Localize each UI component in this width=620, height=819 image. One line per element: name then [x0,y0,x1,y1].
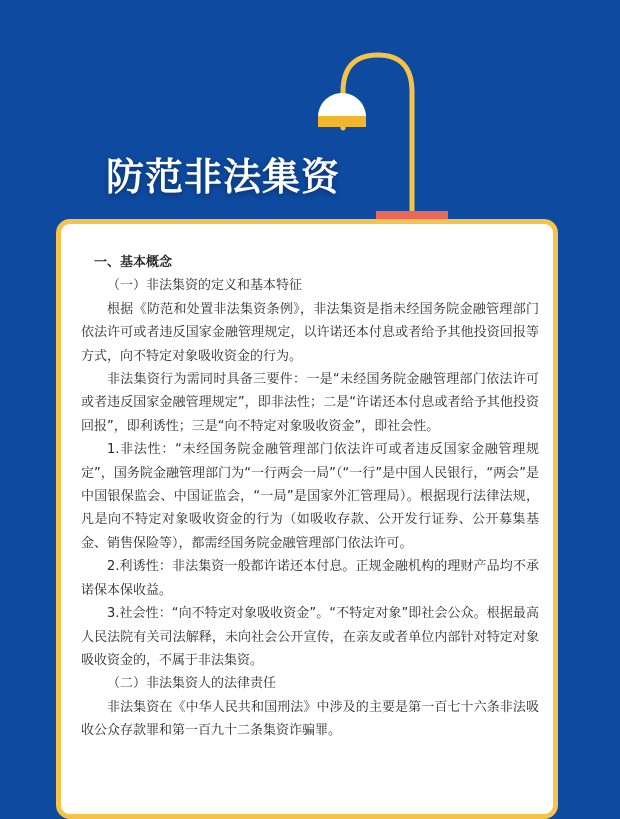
lamp-shade [318,93,366,117]
subsection-title-2: （二）非法集资人的法律责任 [107,676,277,692]
section-heading: 一、基本概念 [94,255,173,270]
paragraph-definition: 根据《防范和处置非法集资条例》，非法集资是指未经国务院金融管理部门依法许可或者违反国家金融管理规定，以许诺还本付息或者给予其他投资回报等方式，向不特定对象吸收资金的行为。 [81,301,539,364]
subsection-title-1: （一）非法集资的定义和基本特征 [107,278,303,294]
paragraph-sociality: 3.社会性：“向不特定对象吸收资金”。“不特定对象”即社会公众。根据最高人民法院有关司法解释，未向社会公开宣传，在亲友或者单位内部针对特定对象吸收资金的，不属于非法集资。 [81,606,539,668]
paragraph-illegality: 1.非法性：“未经国务院金融管理部门依法许可或者违反国家金融管理规定”，国务院金融管理部门为“一行两会一局”（“一行”是中国人民银行，“两会”是中国银保监会、中国证监会，“一局”是国家外汇管理局）。根据现行法律法规，凡是向不特定对象吸收资金的行为（如吸收存款、公开发行证券、公开募集基金、销售保险等），都需经国务院金融管理部门依法许可。 [81,442,539,551]
lamp-pole [343,55,412,214]
lamp-rim [318,116,366,127]
paragraph-three-elements: 非法集资行为需同时具备三要件：一是“未经国务院金融管理部门依法许可或者违反国家金融管理规定”，即非法性；二是“许诺还本付息或者给予其他投资回报”，即利诱性；三是“向不特定对象吸收资金”，即社会性。 [81,372,539,434]
page-title: 防范非法集资 [106,155,341,199]
article-body [81,251,539,743]
paragraph-legal-liability: 非法集资在《中华人民共和国刑法》中涉及的主要是第一百七十六条非法吸收公众存款罪和第一百九十二条集资诈骗罪。 [81,699,539,739]
paragraph-inducement: 2.利诱性：非法集资一般都许诺还本付息。正规金融机构的理财产品均不承诺保本保收益。 [81,559,539,598]
